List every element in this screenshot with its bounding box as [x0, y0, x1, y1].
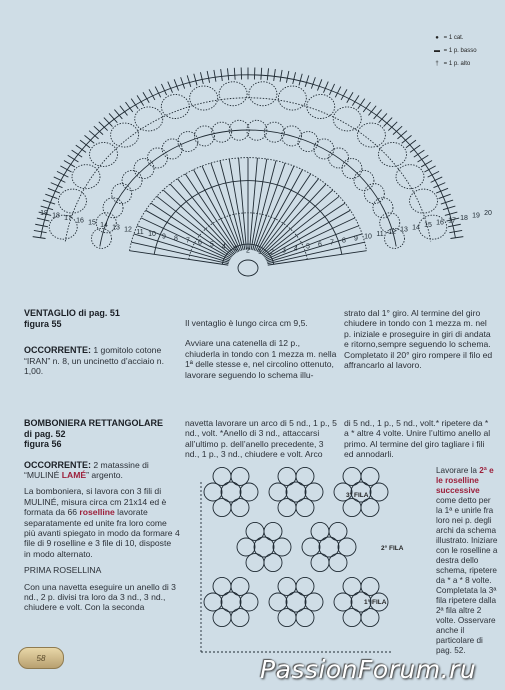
round-number: 18	[52, 212, 60, 220]
fila-3-label: 3° FILA	[346, 492, 369, 499]
round-number: 4	[222, 243, 226, 251]
round-number: 17	[64, 214, 72, 222]
round-number: 9	[354, 235, 358, 243]
round-number: 15	[424, 222, 432, 230]
fan-crochet-diagram	[0, 0, 505, 300]
ventaglio-col3: strato dal 1° giro. Al termine del giro chiudere in tondo con 1 mezza m. nel p. iniziale e proseguire in giri di andata e ritorno,sempre seguendo lo schema. Completato il 20° giro rompere il filo ed affrancarlo al lavoro.	[344, 308, 493, 371]
round-number: 8	[342, 237, 346, 245]
round-number: 6	[198, 239, 202, 247]
round-number: 16	[76, 217, 84, 225]
legend-item-chain: ● = 1 cat.	[432, 32, 477, 45]
round-number: 5	[306, 243, 310, 251]
ventaglio-occorrente: OCCORRENTE: 1 gomitolo cotone “IRAN” n. 8, un uncinetto d’acciaio n. 1,00.	[24, 345, 164, 376]
double-crochet-icon: †	[435, 61, 439, 67]
round-number: 20	[484, 210, 492, 217]
round-number: 19	[472, 212, 480, 220]
round-number: 2	[246, 247, 250, 255]
round-number: 10	[364, 233, 372, 241]
round-number: 12	[124, 226, 132, 234]
ventaglio-col2: Il ventaglio è lungo circa cm 9,5. Avviare una catenella di 12 p., chiuderla in tondo con 1 mezza m. nella 1ª delle stesse e, nel circolino ottenuto, lavorare seguendo lo schema illu-	[185, 318, 337, 380]
round-number: 5	[210, 241, 214, 249]
round-number: 13	[112, 224, 120, 232]
round-number: 14	[100, 222, 108, 230]
ventaglio-figure: figura 55	[24, 318, 62, 329]
watermark: PassionForum.ru	[260, 655, 477, 684]
round-number: 3	[234, 245, 238, 253]
round-number: 18	[460, 214, 468, 222]
round-number: 15	[88, 219, 96, 227]
single-crochet-icon: ▬	[434, 48, 440, 54]
round-number: 16	[436, 219, 444, 227]
chain-stitch-icon: ●	[435, 35, 439, 41]
bomboniera-description: La bomboniera, si lavora con 3 fili di MULINÉ, misura circa cm 21x14 ed è formata da 66 roselline lavorate separatamente ed unite fra loro come più avanti spiegato in modo da formare 4 file di 9 roselline e 3 file di 10, disposte in modo alternato.	[24, 486, 180, 559]
round-number: 17	[448, 217, 456, 225]
bomboniera-occorrente: OCCORRENTE: 2 matassine di “MULINÉ LAMÉ” argento.	[24, 459, 149, 480]
round-number: 7	[186, 237, 190, 245]
round-number: 9	[162, 233, 166, 241]
round-number: 19	[40, 210, 48, 217]
page-number: 58	[18, 647, 64, 669]
legend-item-single: ▬ = 1 p. basso	[432, 45, 477, 58]
round-number: 6	[318, 241, 322, 249]
round-number: 11	[136, 228, 144, 236]
round-number: 8	[174, 235, 178, 243]
bomboniera-title: BOMBONIERA RETTANGOLARE	[24, 418, 163, 428]
bomboniera-col2: navetta lavorare un arco di 5 nd., 1 p., 5 nd., volt. *Anello di 3 nd., attaccarsi all’ultimo p. dell’anello precedente, 3 nd., 1 p., 3 nd., chiudere e volt. Arco	[185, 418, 337, 460]
round-number: 2	[270, 249, 274, 257]
round-number: 11	[376, 231, 384, 239]
prima-rosellina-heading: PRIMA ROSELLINA	[24, 565, 102, 576]
round-number: 13	[400, 226, 408, 234]
stitch-legend	[432, 32, 477, 71]
fila-2-label: 2° FILA	[381, 545, 404, 552]
round-number: 1	[258, 249, 262, 257]
bomboniera-col3: di 5 nd., 1 p., 5 nd., volt.* ripetere da * a * altre 4 volte. Unire l’ultimo anello al primo. Al termine del giro tagliare i fili ed annodarli.	[344, 418, 491, 460]
round-number: 14	[412, 224, 420, 232]
round-number: 12	[388, 228, 396, 236]
ventaglio-title: VENTAGLIO di pag. 51	[24, 308, 120, 318]
legend-item-double: † = 1 p. alto	[432, 58, 477, 71]
round-number: 3	[282, 247, 286, 255]
bomboniera-col1: BOMBONIERA RETTANGOLARE di pag. 52 figura 56 OCCORRENTE: 2 matassine di “MULINÉ LAMÉ” argento. La bomboniera, si lavora con 3 fili di MULINÉ, misura circa cm 21x14 ed è formata da 66 roselline lavorate separatamente ed unite fra loro come più avanti spiegato in modo da formare 4 file di 9 roselline e 3 file di 10, disposte in modo alternato. PRIMA ROSELLINA Con una navetta eseguire un anello di 3 nd., 2 p. divisi tra loro da 3 nd., 3 nd., chiudere e volt. Con la seconda	[24, 418, 180, 613]
fila-1-label: 1° FILA	[364, 599, 387, 606]
round-number: 10	[148, 231, 156, 239]
ventaglio-col1	[24, 308, 174, 376]
round-number: 7	[330, 239, 334, 247]
bomboniera-right-col: Lavorare la 2ª e le roselline successive come detto per la 1ª e unirle fra loro nei p. degli archi da schema illustrato. Iniziare con le roselline a destra dello schema, ripetere da * a * 8 volte. Completata la 3ª fila ripetere dalla 2ª fila altre 2 volte. Osservare anche il particolare di pag. 52.	[436, 466, 498, 655]
round-number: 4	[294, 245, 298, 253]
